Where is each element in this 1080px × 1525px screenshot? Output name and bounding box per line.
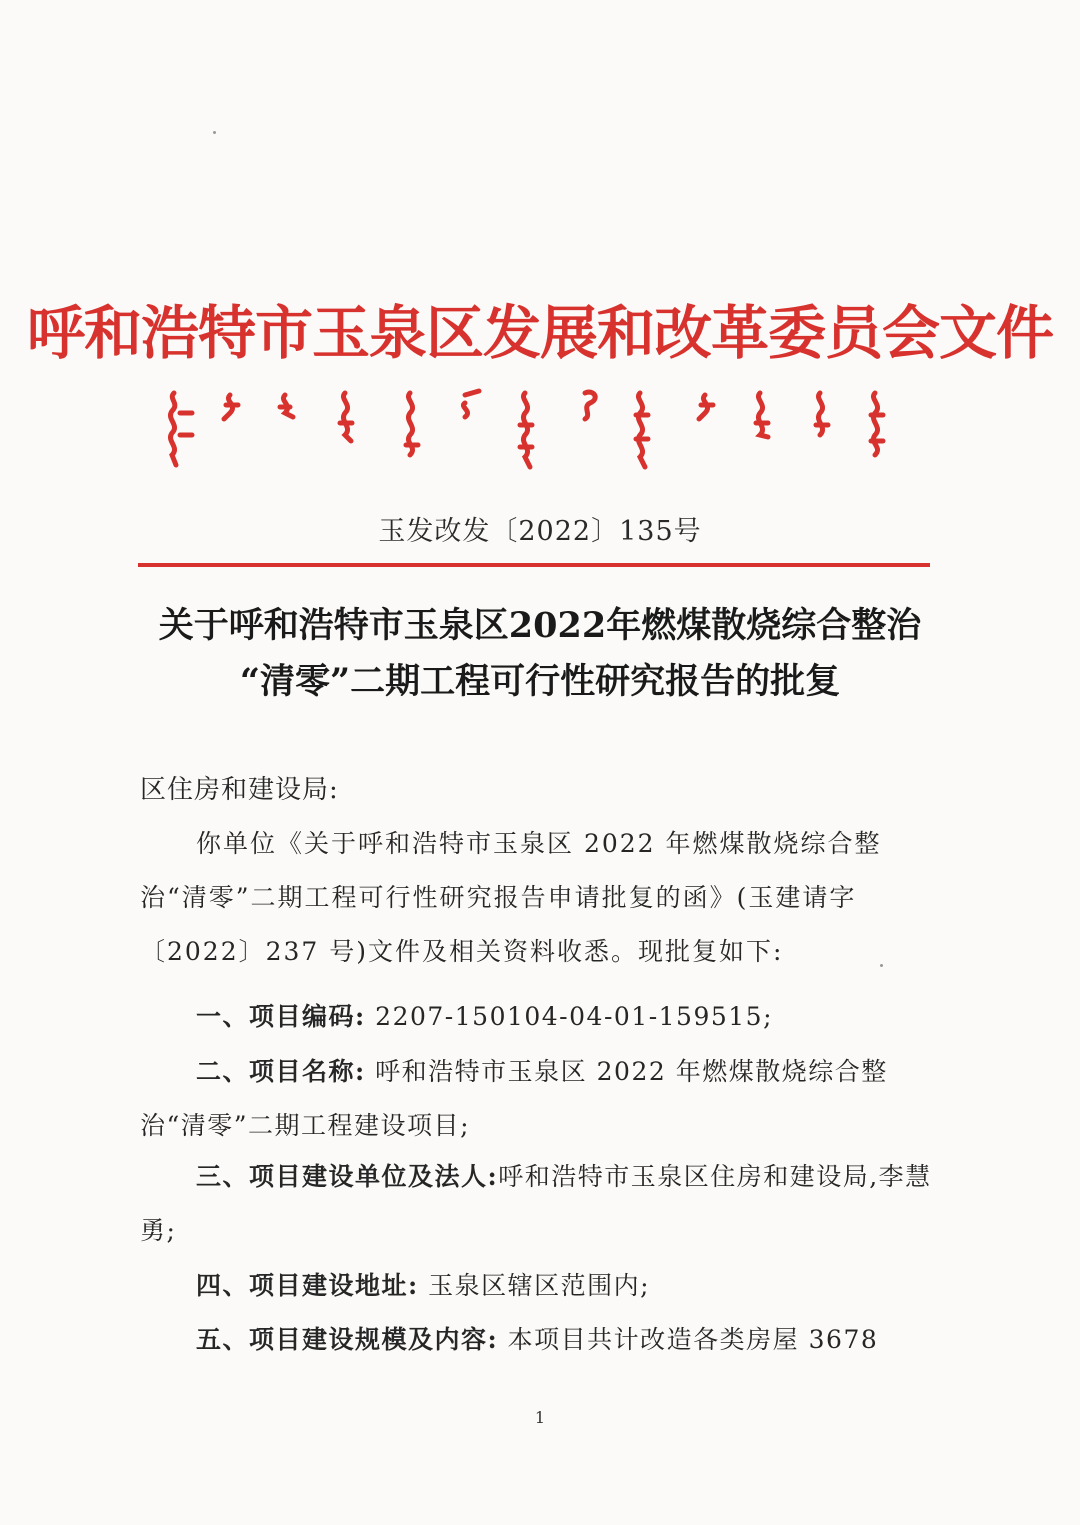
mongolian-script-graphic xyxy=(160,385,900,475)
item-text: 呼和浩特市玉泉区 2022 年燃煤散烧综合整治“清零”二期工程建设项目; xyxy=(140,1057,888,1140)
item-text: 本项目共计改造各类房屋 3678 xyxy=(498,1325,879,1354)
item-text: 呼和浩特市玉泉区住房和建设局,李慧勇; xyxy=(140,1162,932,1245)
page-number: 1 xyxy=(534,1408,546,1427)
item-label: 三、项目建设单位及法人: xyxy=(196,1162,499,1191)
item-project-scale xyxy=(140,1313,935,1367)
document-title xyxy=(0,598,1080,710)
issuing-authority-header: 呼和浩特市玉泉区发展和改革委员会文件 xyxy=(26,299,1053,367)
item-text: 2207-150104-04-01-159515; xyxy=(365,1002,774,1031)
item-label: 二、项目名称: xyxy=(196,1057,366,1086)
red-separator-line xyxy=(138,563,930,567)
item-project-unit xyxy=(140,1150,935,1258)
item-label: 四、项目建设地址: xyxy=(196,1271,419,1300)
document-number: 玉发改发〔2022〕135号 xyxy=(378,516,702,547)
intro-paragraph: 你单位《关于呼和浩特市玉泉区 2022 年燃煤散烧综合整治“清零”二期工程可行性研究报告申请批复的函》(玉建请字〔2022〕237 号)文件及相关资料收悉。现批复如下: xyxy=(140,829,882,966)
item-project-address xyxy=(140,1259,935,1313)
item-project-code xyxy=(140,990,935,1044)
mongolian-script-header xyxy=(160,385,900,475)
item-label: 一、项目编码: xyxy=(196,1002,366,1031)
title-line-2: “清零”二期工程可行性研究报告的批复 xyxy=(239,661,841,702)
item-project-name xyxy=(140,1045,935,1153)
salutation: 区住房和建设局: xyxy=(140,775,339,805)
item-text: 玉泉区辖区范围内; xyxy=(418,1271,651,1300)
title-line-1: 关于呼和浩特市玉泉区2022年燃煤散烧综合整治 xyxy=(158,605,922,646)
scan-speck xyxy=(213,131,216,134)
item-label: 五、项目建设规模及内容: xyxy=(196,1325,499,1354)
scan-speck xyxy=(880,964,883,967)
